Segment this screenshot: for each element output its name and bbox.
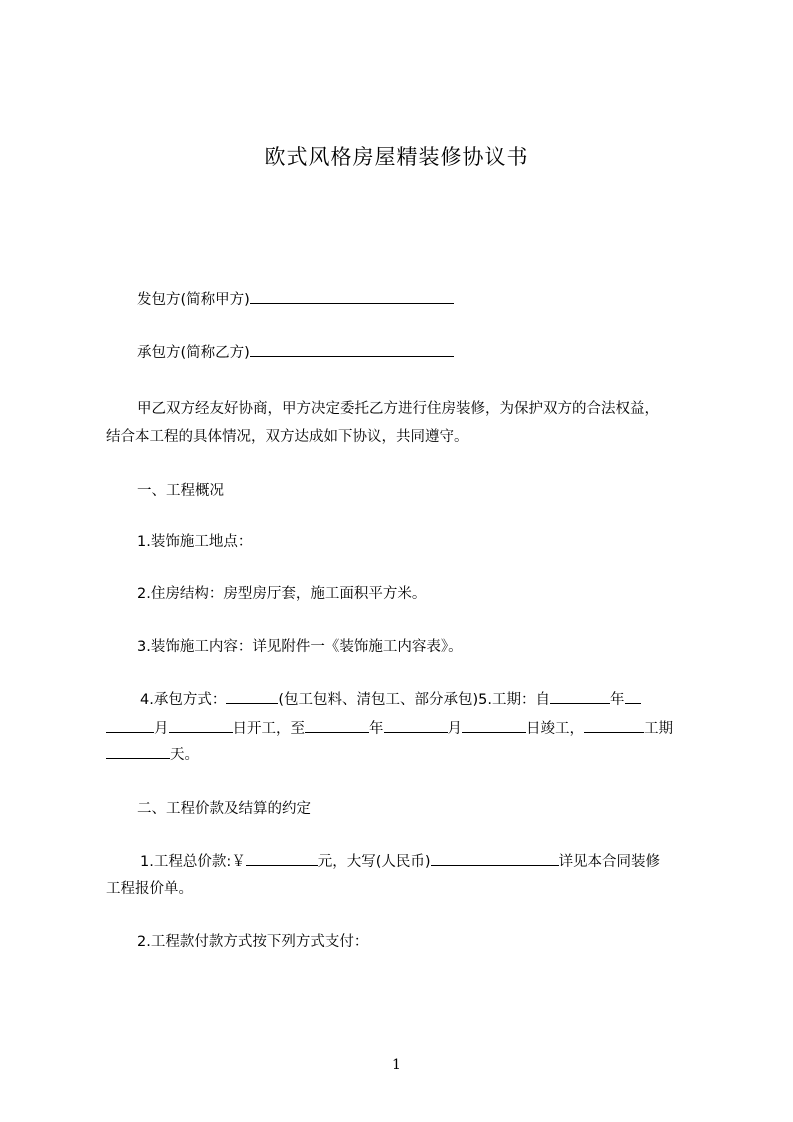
intro-line-1: 甲乙双方经友好协商，甲方决定委托乙方进行住房装修，为保护双方的合法权益， [137, 401, 659, 417]
start-month-blank-a [625, 690, 641, 704]
start-day-blank [169, 719, 233, 733]
item-1-2: 2.住房结构：房型房厅套，施工面积平方米。 [137, 586, 427, 602]
item-1-4-line-3 [106, 745, 199, 765]
section-2-heading: 二、工程价款及结算的约定 [137, 801, 311, 817]
party-a-label: 发包方(简称甲方) [137, 292, 250, 308]
item-1-4-mid: (包工包料、清包工、部分承包)5.工期：自 [278, 692, 550, 708]
days-label: 天。 [170, 747, 199, 763]
item-2-1-mid: 元，大写(人民币) [317, 854, 431, 870]
party-b-line [137, 343, 454, 363]
duration-blank [584, 719, 644, 733]
item-2-2: 2.工程款付款方式按下列方式支付： [137, 934, 369, 950]
item-1-4-prefix: 4.承包方式： [140, 692, 227, 708]
item-1-4-year: 年 [610, 692, 625, 708]
year-label: 年 [369, 721, 384, 737]
party-b-blank [250, 343, 454, 357]
end-year-blank [305, 719, 369, 733]
price-in-words-blank [431, 852, 559, 866]
end-day-blank [462, 719, 526, 733]
item-2-1-line-1 [140, 852, 660, 872]
contract-mode-blank [226, 690, 278, 704]
section-1-heading: 一、工程概况 [137, 483, 224, 499]
end-label: 日竣工， [526, 721, 584, 737]
item-2-1-suffix: 详见本合同装修 [558, 854, 661, 870]
total-price-blank [246, 852, 318, 866]
month-label: 月 [154, 721, 169, 737]
month-label-2: 月 [447, 721, 462, 737]
start-year-blank [550, 690, 610, 704]
start-label: 日开工，至 [232, 721, 305, 737]
duration-label: 工期 [644, 721, 673, 737]
start-month-blank-b [106, 719, 154, 733]
item-1-1: 1.装饰施工地点： [137, 534, 253, 550]
item-1-4-line-1 [140, 690, 641, 710]
document-title: 欧式风格房屋精装修协议书 [264, 145, 529, 169]
end-month-blank [384, 719, 448, 733]
item-2-1-prefix: 1.工程总价款:￥ [140, 854, 246, 870]
item-2-1-line-2: 工程报价单。 [106, 881, 193, 897]
intro-line-2: 结合本工程的具体情况，双方达成如下协议，共同遵守。 [106, 429, 469, 445]
party-b-label: 承包方(简称乙方) [137, 345, 250, 361]
party-a-line [137, 290, 454, 310]
days-blank [106, 745, 170, 759]
party-a-blank [250, 290, 454, 304]
page-number: 1 [392, 1057, 401, 1073]
item-1-3: 3.装饰施工内容：详见附件一《装饰施工内容表》。 [137, 639, 463, 655]
item-1-4-line-2 [106, 719, 673, 739]
